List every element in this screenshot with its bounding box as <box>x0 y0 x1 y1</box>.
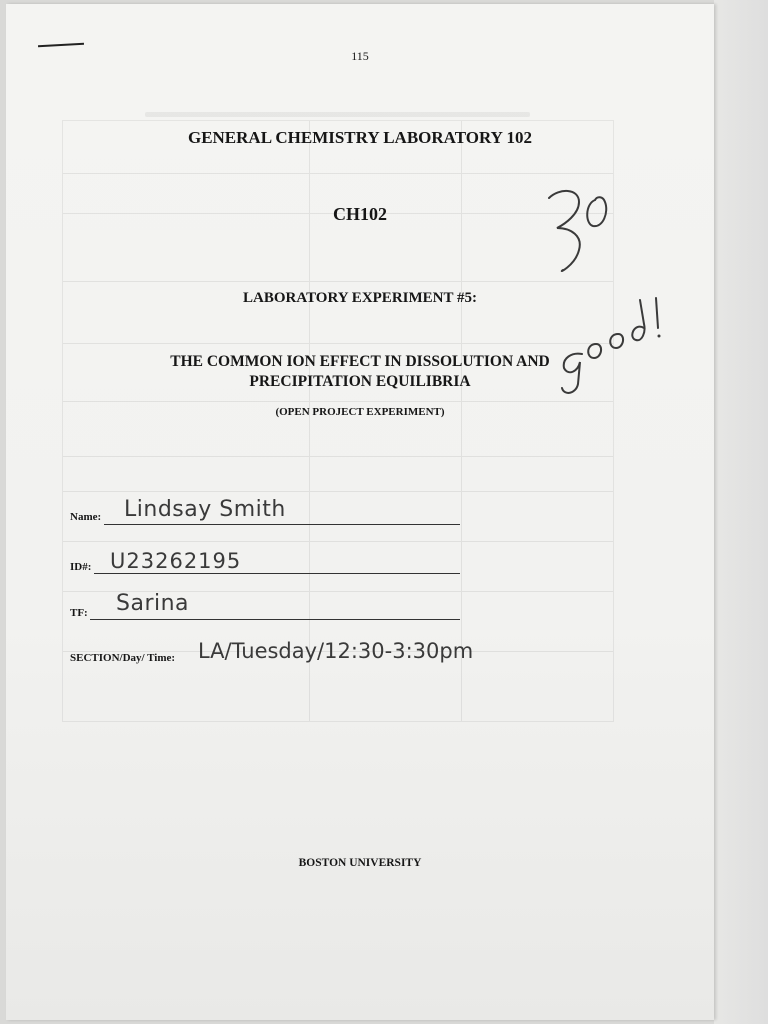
handwritten-score <box>535 180 625 280</box>
id-underline <box>94 573 460 574</box>
tf-underline <box>90 619 460 620</box>
topic-line-1: THE COMMON ION EFFECT IN DISSOLUTION AND <box>170 353 550 370</box>
section-label: SECTION/Day/ Time: <box>70 652 176 664</box>
topic-line-2: PRECIPITATION EQUILIBRIA <box>249 373 471 390</box>
experiment-heading: LABORATORY EXPERIMENT #5: <box>243 290 477 306</box>
section-value: LA/Tuesday/12:30-3:30pm <box>198 639 474 663</box>
handwritten-comment <box>548 292 678 402</box>
tf-label: TF: <box>70 607 88 619</box>
university-name: BOSTON UNIVERSITY <box>298 857 422 869</box>
bleed-through-caption <box>145 112 530 117</box>
id-value: U23262195 <box>110 549 242 573</box>
page-number: 115 <box>351 49 369 63</box>
tf-value: Sarina <box>116 591 190 616</box>
id-label: ID#: <box>70 561 92 573</box>
name-value: Lindsay Smith <box>124 497 286 522</box>
name-label: Name: <box>70 511 102 523</box>
name-underline <box>104 524 460 525</box>
project-type: (OPEN PROJECT EXPERIMENT) <box>275 406 445 418</box>
page-stack-edge <box>714 0 768 1024</box>
lab-title: GENERAL CHEMISTRY LABORATORY 102 <box>187 128 533 147</box>
course-code: CH102 <box>333 204 387 224</box>
